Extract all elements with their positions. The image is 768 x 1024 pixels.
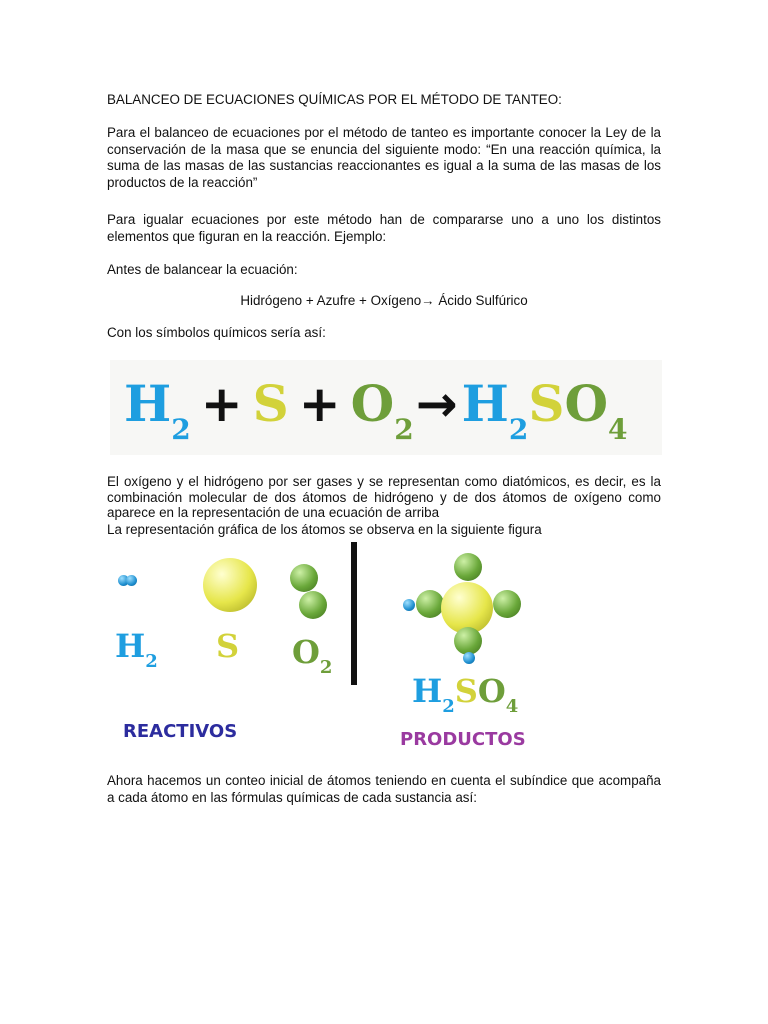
plus-sign: +	[200, 375, 243, 433]
label-h2: $H_2$	[115, 627, 158, 672]
arrow-icon: →	[415, 375, 458, 433]
sulfur-atom-icon	[203, 558, 257, 612]
paragraph-count: Ahora hacemos un conteo inicial de átomos teniendo en cuenta el subíndice que acompaña a cada átomo en las fórmulas químicas de cada sustancia así:	[107, 773, 661, 805]
oxygen-atom-icon	[290, 564, 318, 592]
plus-sign: +	[298, 375, 341, 433]
paragraph-symbols: Con los símbolos químicos sería así:	[107, 325, 326, 340]
label-h2so4: $H_2SO_4$	[412, 672, 519, 717]
reactant-hydrogen: $H_2$	[124, 374, 191, 446]
oxygen-atom-icon	[299, 591, 327, 619]
paragraph-diatomic: El oxígeno y el hidrógeno por ser gases y se representan como diatómicos, es decir, es la combinación molecular de dos átomos de hidrógeno y de dos átomos de oxígeno como aparece en la representación de una ecuación de arriba	[107, 474, 661, 520]
divider-line	[351, 542, 357, 685]
reactants-label: REACTIVOS	[123, 721, 238, 742]
reactant-sulfur: S	[252, 374, 289, 433]
oxygen-atom-icon	[454, 627, 482, 655]
products-label: PRODUCTOS	[400, 729, 526, 750]
document-heading: BALANCEO DE ECUACIONES QUÍMICAS POR EL MÉTODO DE TANTEO:	[107, 92, 562, 107]
reactant-oxygen: $O_2$	[350, 374, 414, 446]
oxygen-atom-icon	[416, 590, 444, 618]
paragraph-graphic: La representación gráfica de los átomos se observa en la siguiente figura	[107, 522, 542, 537]
hydrogen-atom-icon	[126, 575, 137, 586]
chemical-equation	[124, 364, 628, 454]
label-o2: $O_2$	[292, 633, 333, 678]
product-sulfuric-acid: $H_2SO_4$	[461, 374, 628, 446]
label-s: S	[216, 627, 240, 665]
paragraph-compare: Para igualar ecuaciones por este método han de compararse uno a uno los distintos elementos que figuran en la reacción. Ejemplo:	[107, 212, 661, 244]
paragraph-intro: Para el balanceo de ecuaciones por el método de tanteo es importante conocer la Ley de la conservación de la masa que se enuncia del siguiente modo: “En una reacción química, la suma de las masas de las sustancias reaccionantes es igual a la suma de las masas de los productos de la reacción”	[107, 125, 661, 190]
hydrogen-atom-icon	[403, 599, 415, 611]
paragraph-before: Antes de balancear la ecuación:	[107, 262, 298, 277]
oxygen-atom-icon	[454, 553, 482, 581]
atoms-figure	[107, 540, 537, 760]
oxygen-atom-icon	[493, 590, 521, 618]
word-equation: Hidrógeno + Azufre + Oxígeno→ Ácido Sulfúrico	[240, 293, 528, 308]
chemical-equation-image	[110, 360, 662, 455]
hydrogen-atom-icon	[463, 652, 475, 664]
